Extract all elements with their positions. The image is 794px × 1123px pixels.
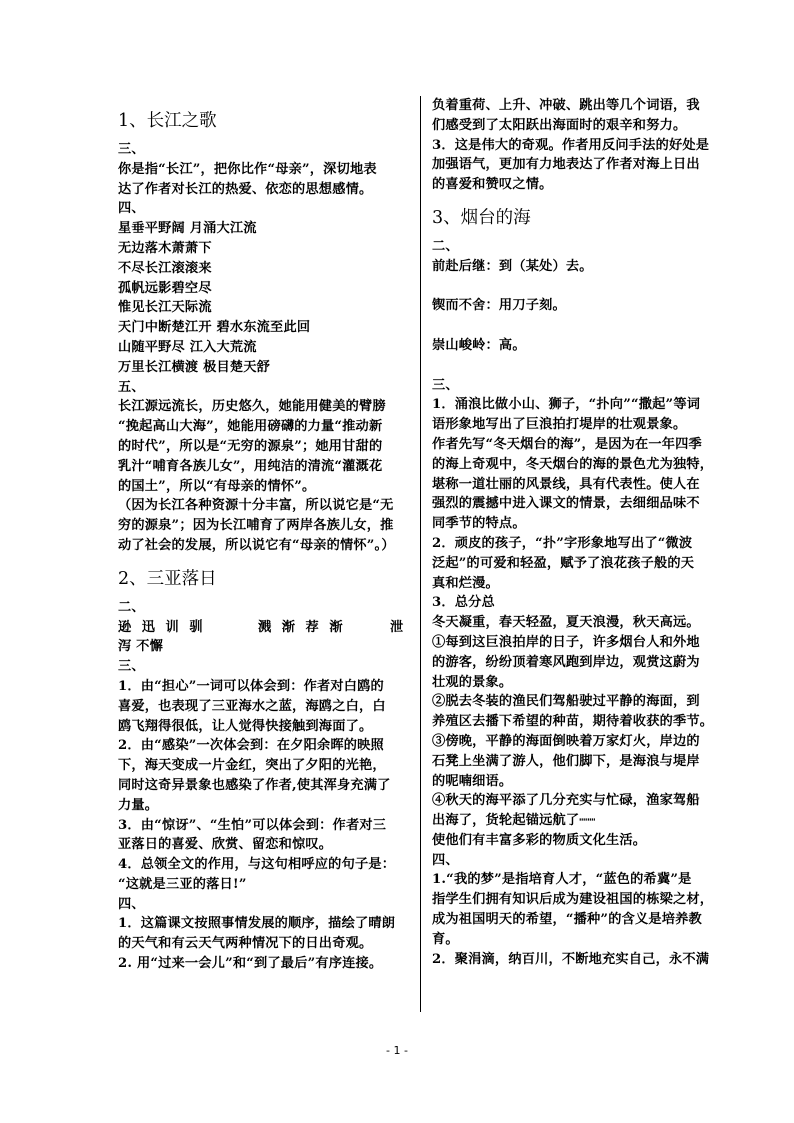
section-title-changjiang: 1、长江之歌 xyxy=(118,111,217,131)
text-line: ①每到这巨浪拍岸的日子，许多烟台人和外地 xyxy=(432,634,700,650)
text-line: 冬天凝重，春天轻盈，夏天浪漫，秋天高远。 xyxy=(432,615,700,631)
idiom-2: 锲而不舍：用刀子刻。 xyxy=(432,298,566,314)
text-line: 2．由“感染”一次体会到：在夕阳余晖的映照 xyxy=(118,738,384,754)
section-yantai-body xyxy=(432,376,724,970)
text-line: 1．涌浪比做小山、狮子，“扑向”“撒起”等词 xyxy=(432,397,701,413)
text-line: 力量。 xyxy=(118,797,159,813)
text-line: 使他们有丰富多彩的物质文化生活。 xyxy=(432,832,647,848)
text-line: 的天气和有云天气两种情况下的日出奇观。 xyxy=(118,936,373,952)
text-line: 3．由“惊讶”、“生怕”可以体会到：作者对三 xyxy=(118,817,387,833)
text-line: 万里长江横渡 极目楚天舒 xyxy=(118,359,271,375)
text-line: 三、 xyxy=(118,659,145,675)
text-line: 长江源远流长，历史悠久，她能用健美的臂膀 xyxy=(118,399,386,415)
text-line: 们感受到了太阳跃出海面时的艰辛和努力。 xyxy=(432,117,687,133)
text-line: 养殖区去播下希望的种苗，期待着收获的季节。 xyxy=(432,714,714,730)
text-line: 2．聚涓滴，纳百川，不断地充实自己，永不满 xyxy=(432,951,710,967)
text-line: 育。 xyxy=(432,931,459,947)
text-line: 的游客，纷纷顶着寒风跑到岸边，观赏这蔚为 xyxy=(432,654,700,670)
word-row xyxy=(118,618,412,638)
text-line: 同季节的特点。 xyxy=(432,516,526,532)
text-line: “挽起高山大海”，她能用磅礴的力量“推动新 xyxy=(118,419,383,435)
text-line: 的时代”，所以是“无穷的源泉”；她用甘甜的 xyxy=(118,438,383,454)
section-sanya-body-b xyxy=(118,637,412,974)
text-line: （因为长江各种资源十分丰富，所以说它是“无 xyxy=(118,498,394,514)
text-line: 同时这奇异景象也感染了作者,使其浑身充满了 xyxy=(118,777,391,793)
text-line: 强烈的震撼中进入课文的情景，去细细品味不 xyxy=(432,496,700,512)
text-line: 堪称一道壮丽的风景线，具有代表性。使人在 xyxy=(432,476,700,492)
text-line: 无边落木萧萧下 xyxy=(118,240,212,256)
text-line: 五、 xyxy=(118,379,145,395)
word-group-1: 逊 迅 训 驯 xyxy=(118,619,206,635)
text-line: ③傍晚，平静的海面倒映着万家灯火，岸边的 xyxy=(432,733,700,749)
text-line: 下，海天变成一片金红，突出了夕阳的光艳， xyxy=(118,758,386,774)
text-line: 成为祖国明天的希望，“播种”的含义是培养教 xyxy=(432,912,702,928)
section-title-sanya: 2、三亚落日 xyxy=(118,568,217,589)
section-sanya-body-a xyxy=(118,598,412,618)
text-line: 语形象地写出了巨浪拍打堤岸的壮观景象。 xyxy=(432,417,687,433)
right-column xyxy=(432,96,724,969)
text-line: 乳汁“哺育各族儿女”，用纯洁的清流“灌溉花 xyxy=(118,458,383,474)
text-line: 1．这篇课文按照事情发展的顺序，描绘了晴朗 xyxy=(118,916,396,932)
text-line: 的呢喃细语。 xyxy=(432,773,513,789)
text-line: 的海上奇观中，冬天烟台的海的景色尤为独特， xyxy=(432,456,714,472)
text-line: 四、 xyxy=(118,201,145,217)
text-line: 不尽长江滚滚来 xyxy=(118,260,212,276)
text-line: ②脱去冬装的渔民们驾船驶过平静的海面，到 xyxy=(432,694,700,710)
text-line: 3．总分总 xyxy=(432,595,495,611)
text-line: 加强语气，更加有力地表达了作者对海上日出 xyxy=(432,157,700,173)
text-line: 星垂平野阔 月涌大江流 xyxy=(118,221,257,237)
text-line: 动了社会的发展，所以说它有“母亲的情怀”。） xyxy=(118,537,395,553)
text-line: 2. 用“过来一会儿”和“到了最后”有序连接。 xyxy=(118,956,383,972)
text-line: 三、 xyxy=(432,377,459,393)
text-line: 壮观的景象。 xyxy=(432,674,513,690)
text-line: 作者先写“冬天烟台的海”，是因为在一年四季 xyxy=(432,436,702,452)
text-line: 喜爱，也表现了三亚海水之蓝，海鸥之白，白 xyxy=(118,698,386,714)
text-line: 泻 不懈 xyxy=(118,639,163,655)
text-line: 天门中断楚江开 碧水东流至此回 xyxy=(118,320,311,336)
text-line: 三、 xyxy=(118,142,145,157)
word-group-2: 溅 渐 荐 渐 xyxy=(258,619,346,635)
text-line: 亚落日的喜爱、欣赏、留恋和惊叹。 xyxy=(118,837,333,853)
text-line: 1.“我的梦”是指培育人才，“蓝色的希冀”是 xyxy=(432,872,692,888)
text-line: 惟见长江天际流 xyxy=(118,300,212,316)
text-line: 四、 xyxy=(118,896,145,912)
text-line: 指学生们拥有知识后成为建设祖国的栋梁之材， xyxy=(432,892,714,908)
text-line: 泛起”的可爱和轻盈，赋予了浪花孩子般的天 xyxy=(432,555,695,571)
text-line: 二、 xyxy=(118,599,145,615)
text-line: 2．顽皮的孩子，“扑”字形象地写出了“微波 xyxy=(432,535,693,551)
subheading-er: 二、 xyxy=(432,238,459,254)
text-line: 真和烂漫。 xyxy=(432,575,499,591)
text-line: 达了作者对长江的热爱、依恋的思想感情。 xyxy=(118,181,373,197)
text-line: 的国土”，所以“有母亲的情怀”。 xyxy=(118,478,316,494)
text-line: 负着重荷、上升、冲破、跳出等几个词语，我 xyxy=(432,98,700,113)
left-column xyxy=(118,96,412,974)
section-title-yantai: 3、烟台的海 xyxy=(432,207,531,228)
text-line: 孤帆远影碧空尽 xyxy=(118,280,212,296)
text-line: “这就是三亚的落日!” xyxy=(118,876,247,892)
text-line: 出海了，货轮起锚远航了┉┉ xyxy=(432,813,596,829)
idiom-1: 前赴后继：到（某处）去。 xyxy=(432,258,593,274)
text-line: 山随平野尽 江入大荒流 xyxy=(118,339,257,355)
text-line: 的喜爱和赞叹之情。 xyxy=(432,177,553,193)
text-line: 3．这是伟大的奇观。作者用反问手法的好处是 xyxy=(432,137,710,153)
text-line: 鸥飞翔得很低，让人觉得快接触到海面了。 xyxy=(118,718,373,734)
idiom-3: 崇山峻岭：高。 xyxy=(432,337,526,353)
continued-text xyxy=(432,96,724,195)
page-number: - 1 - xyxy=(386,1044,408,1057)
word-group-3: 泄 xyxy=(390,619,404,635)
text-line: 4．总领全文的作用，与这句相呼应的句子是： xyxy=(118,857,396,873)
text-line: 石凳上坐满了游人，他们脚下，是海浪与堤岸 xyxy=(432,753,700,769)
text-line: ④秋天的海平添了几分充实与忙碌，渔家驾船 xyxy=(432,793,700,809)
text-line: 1．由“担心”一词可以体会到：作者对白鸥的 xyxy=(118,678,384,694)
text-line: 你是指“长江”，把你比作“母亲”，深切地表 xyxy=(118,161,377,177)
column-divider xyxy=(420,96,421,1012)
text-line: 四、 xyxy=(432,852,459,868)
section-changjiang-body xyxy=(118,140,412,556)
text-line: 穷的源泉”；因为长江哺育了两岸各族儿女，推 xyxy=(118,518,394,534)
